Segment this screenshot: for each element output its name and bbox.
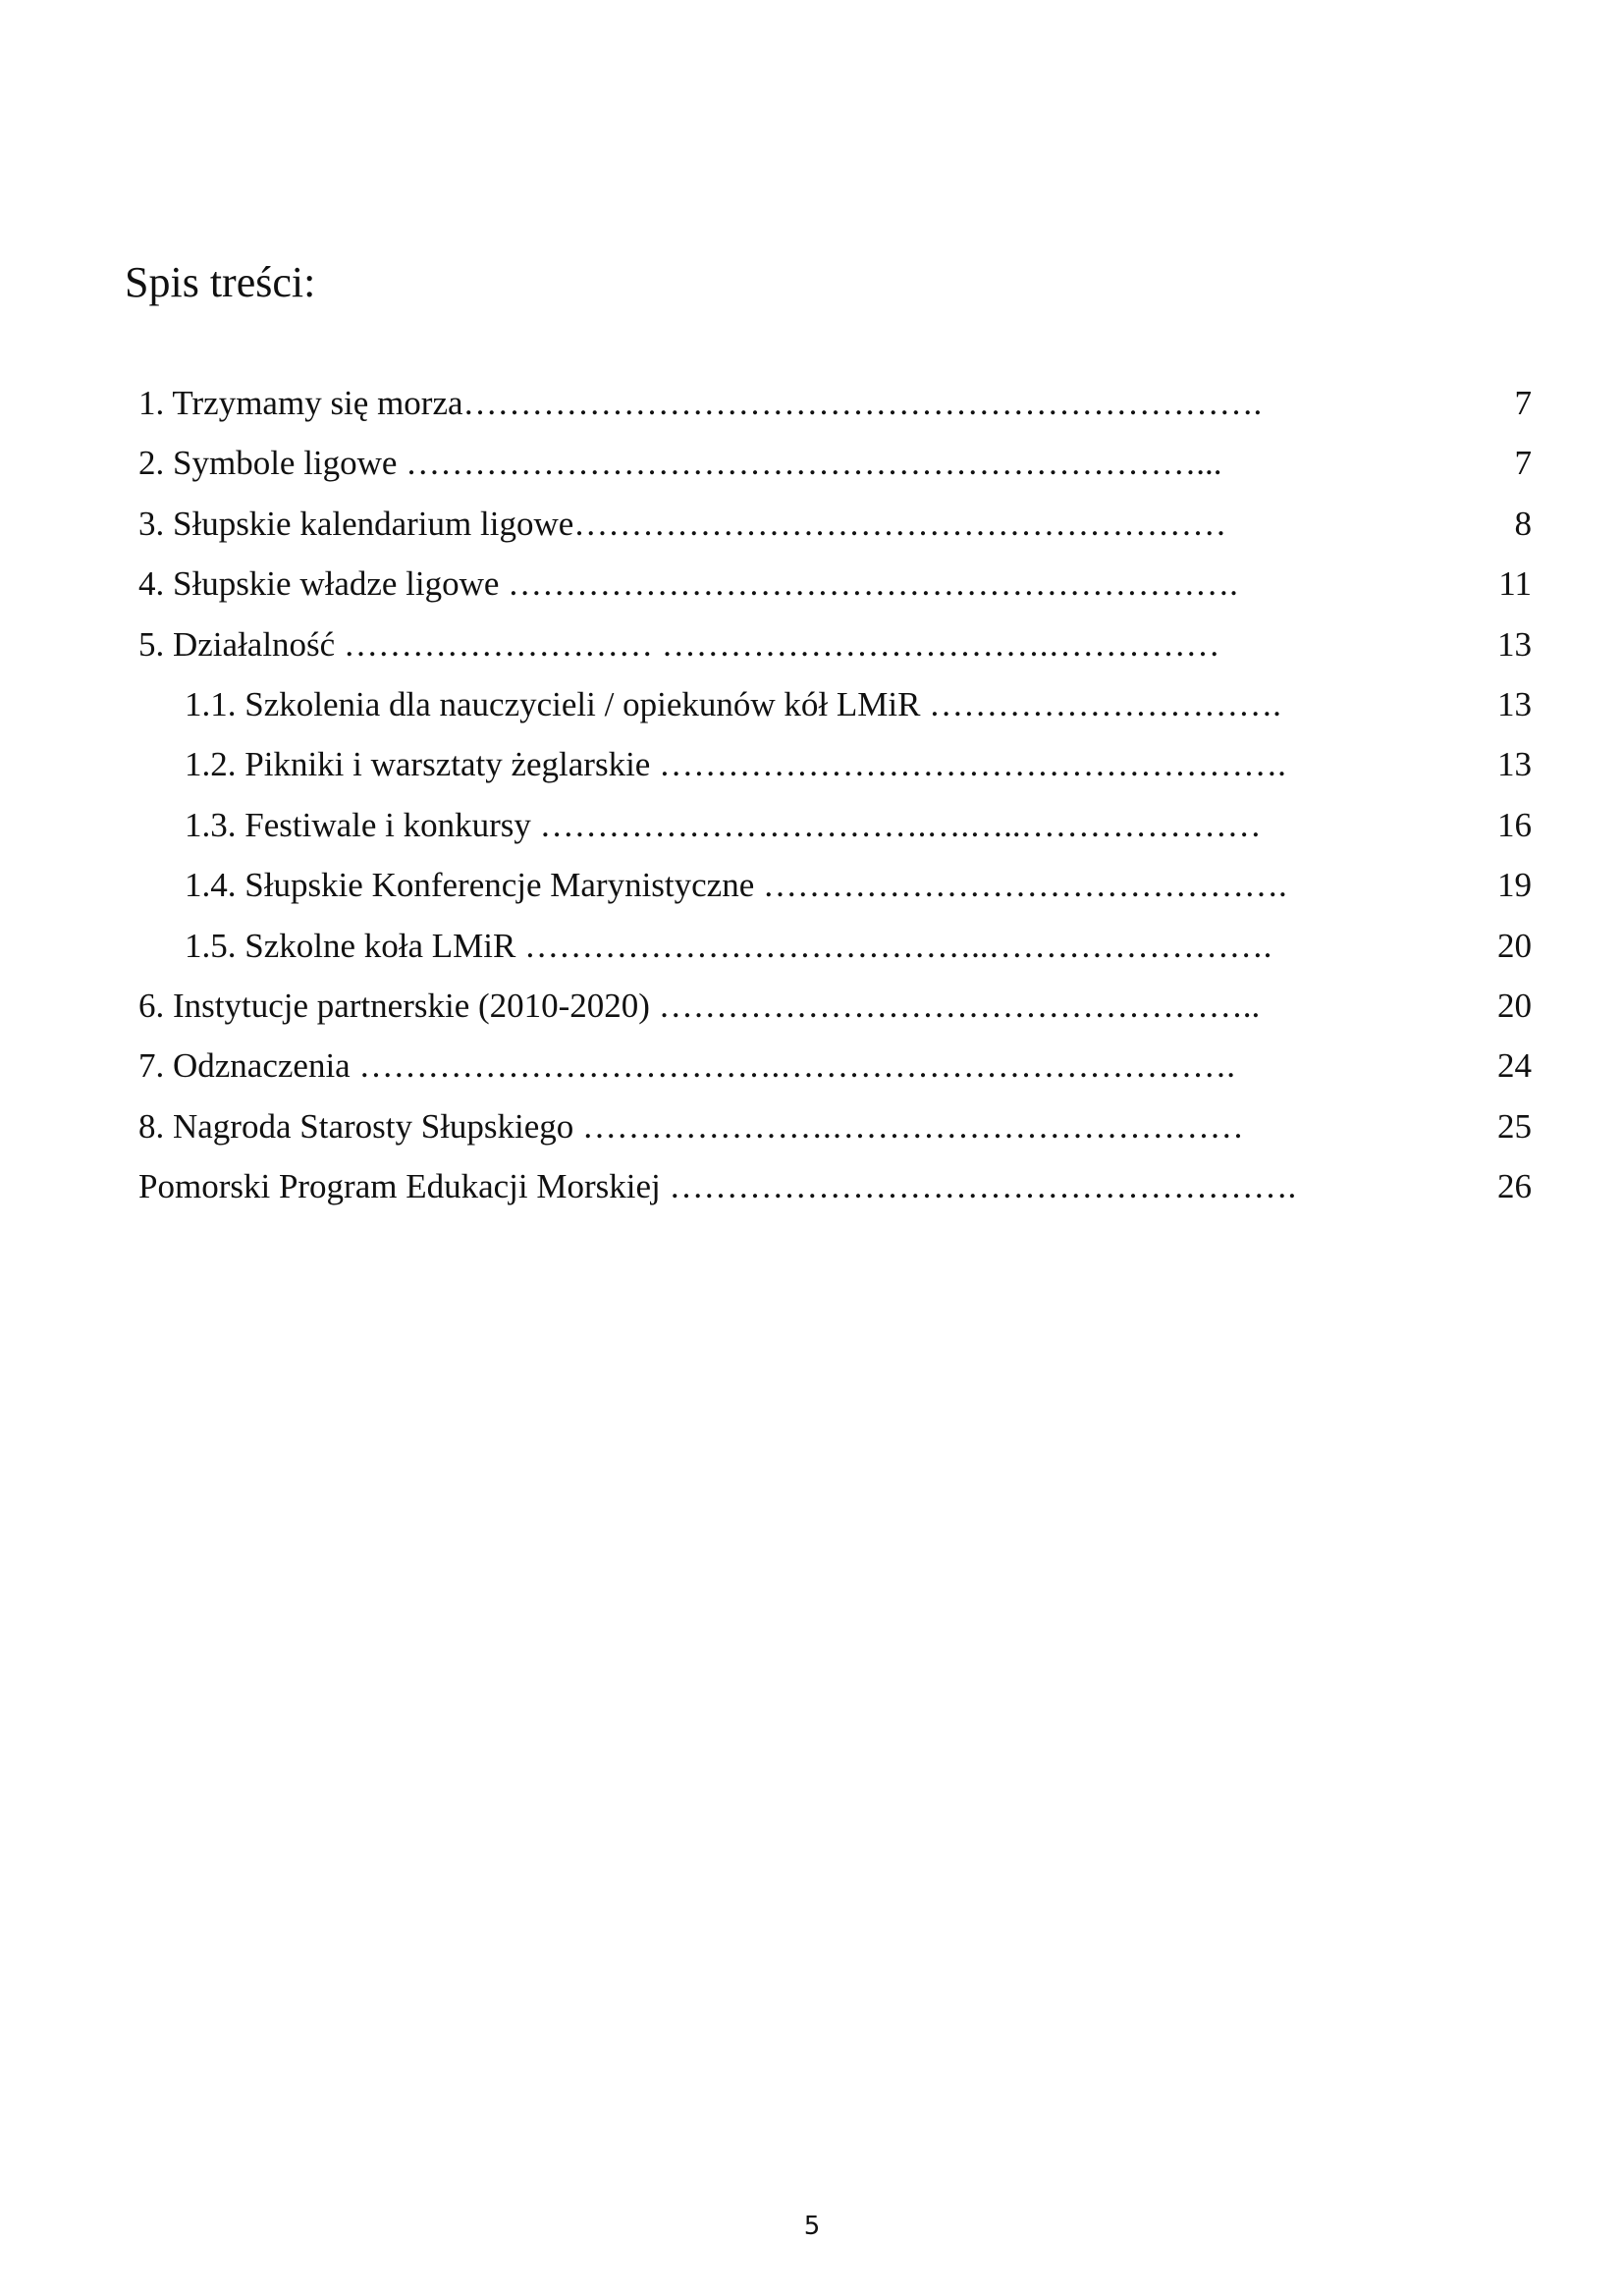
- toc-entry[interactable]: [0, 1096, 1624, 1156]
- toc-entry-page: 8: [1514, 504, 1532, 543]
- toc-entry-page: 16: [1497, 805, 1532, 844]
- toc-entry-page: 26: [1497, 1167, 1532, 1206]
- toc-entry-text: 8. Nagroda Starosty Słupskiego ………………….………………………………: [138, 1106, 1244, 1146]
- toc-entry[interactable]: [0, 494, 1624, 554]
- toc-entry-text: 1.4. Słupskie Konferencje Marynistyczne ……………………………………….: [185, 866, 1287, 905]
- toc-entry[interactable]: [0, 1036, 1624, 1095]
- toc-entry-text: 2. Symbole ligowe ……………………………………………………………...: [138, 444, 1222, 483]
- toc-entry-text: 5. Działalność ……………………… …………………………….……………: [138, 624, 1220, 664]
- toc-entry-page: 20: [1497, 986, 1532, 1025]
- toc-entry[interactable]: [0, 433, 1624, 493]
- toc-entry[interactable]: [0, 976, 1624, 1036]
- toc-subentry[interactable]: [0, 734, 1624, 794]
- toc-entry-text: 6. Instytucje partnerskie (2010-2020) ……………………………………………..: [138, 986, 1261, 1025]
- toc-title: Spis treści:: [125, 258, 316, 306]
- toc-entry-page: 7: [1514, 384, 1532, 422]
- toc-entry-text: 7. Odznaczenia ……………………………….………………………………….: [138, 1046, 1235, 1086]
- toc-subentry[interactable]: [0, 916, 1624, 976]
- toc-entry-page: 19: [1497, 866, 1532, 905]
- toc-entry[interactable]: [0, 614, 1624, 674]
- toc-entry-page: 24: [1497, 1046, 1532, 1086]
- toc-entry-text: 1.2. Pikniki i warsztaty żeglarskie ……………………………………………….: [185, 745, 1286, 784]
- toc-entry-text: 1.5. Szkolne koła LMiR …………………………………..…………………….: [185, 926, 1272, 965]
- toc-entry[interactable]: [0, 554, 1624, 614]
- toc-entry-text: Pomorski Program Edukacji Morskiej ……………………………………………….: [138, 1167, 1297, 1206]
- toc-entry-page: 20: [1497, 926, 1532, 965]
- page-number: 5: [803, 2212, 821, 2241]
- toc-entry-text: 1.1. Szkolenia dla nauczycieli / opiekunów kół LMiR ………………………….: [185, 684, 1281, 723]
- toc-subentry[interactable]: [0, 795, 1624, 855]
- toc-entry-page: 25: [1497, 1106, 1532, 1146]
- toc-entry[interactable]: [0, 1156, 1624, 1216]
- toc-list: [0, 373, 1624, 1216]
- toc-subentry[interactable]: [0, 855, 1624, 915]
- toc-entry-text: 1.3. Festiwale i konkursy …………………………….….…..…………………: [185, 805, 1262, 844]
- toc-entry-page: 7: [1514, 444, 1532, 483]
- toc-entry-text: 1. Trzymamy się morza…………………………………………………………….: [138, 384, 1263, 422]
- toc-subentry[interactable]: [0, 674, 1624, 734]
- toc-entry-page: 13: [1497, 684, 1532, 723]
- toc-entry-text: 4. Słupskie władze ligowe ……………………………………………………….: [138, 564, 1238, 604]
- toc-entry[interactable]: [0, 373, 1624, 433]
- toc-entry-page: 13: [1497, 745, 1532, 784]
- toc-entry-page: 13: [1497, 624, 1532, 664]
- toc-entry-text: 3. Słupskie kalendarium ligowe…………………………………………………: [138, 504, 1227, 543]
- toc-entry-page: 11: [1498, 564, 1532, 604]
